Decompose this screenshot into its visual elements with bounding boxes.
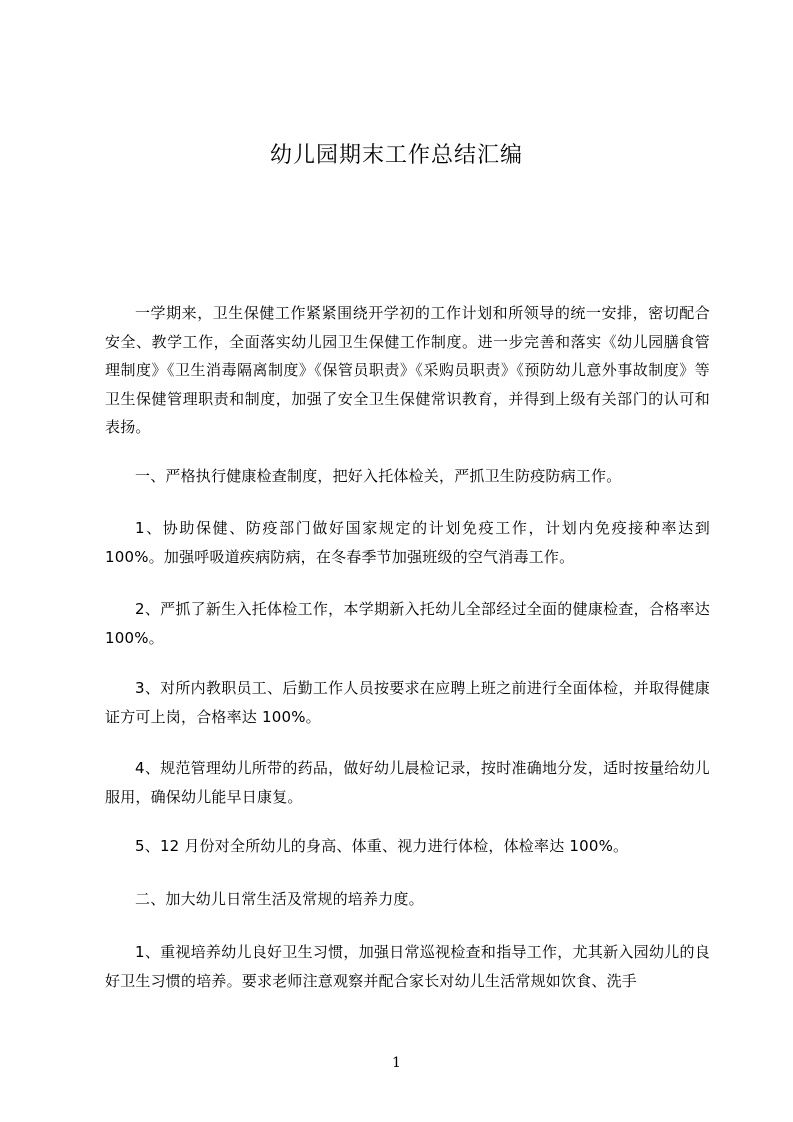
item-1-2: 2、严抓了新生入托体检工作，本学期新入托幼儿全部经过全面的健康检查，合格率达 100%。 (105, 600, 710, 647)
item-1-1: 1、协助保健、防疫部门做好国家规定的计划免疫工作，计划内免疫接种率达到100%。加强呼吸道疾病防病，在冬春季节加强班级的空气消毒工作。 (105, 519, 710, 566)
item-1-5: 5、12 月份对全所幼儿的身高、体重、视力进行体检，体检率达 100%。 (135, 837, 629, 855)
intro-paragraph: 一学期来，卫生保健工作紧紧围绕开学初的工作计划和所领导的统一安排，密切配合安全、教学工作，全面落实幼儿园卫生保健工作制度。进一步完善和落实《幼儿园膳食管理制度》《卫生消毒隔离制度》《保管员职责》《采购员职责》《预防幼儿意外事故制度》等卫生保健管理职责和制度，加强了安全卫生保健常识教育，并得到上级有关部门的认可和表扬。 (105, 304, 710, 436)
document-title: 幼儿园期末工作总结汇编 (269, 143, 523, 168)
section-heading-1: 一、严格执行健康检查制度，把好入托体检关，严抓卫生防疫防病工作。 (135, 467, 622, 485)
item-1-4: 4、规范管理幼儿所带的药品，做好幼儿晨检记录，按时准确地分发，适时按量给幼儿服用，确保幼儿能早日康复。 (105, 759, 710, 806)
page-number: 1 (392, 1055, 401, 1071)
section-heading-2: 二、加大幼儿日常生活及常规的培养力度。 (135, 890, 424, 908)
item-2-1: 1、重视培养幼儿良好卫生习惯，加强日常巡视检查和指导工作，尤其新入园幼儿的良好卫生习惯的培养。要求老师注意观察并配合家长对幼儿生活常规如饮食、洗手 (105, 943, 710, 990)
item-1-3: 3、对所内教职员工、后勤工作人员按要求在应聘上班之前进行全面体检，并取得健康证方可上岗，合格率达 100%。 (105, 679, 710, 726)
